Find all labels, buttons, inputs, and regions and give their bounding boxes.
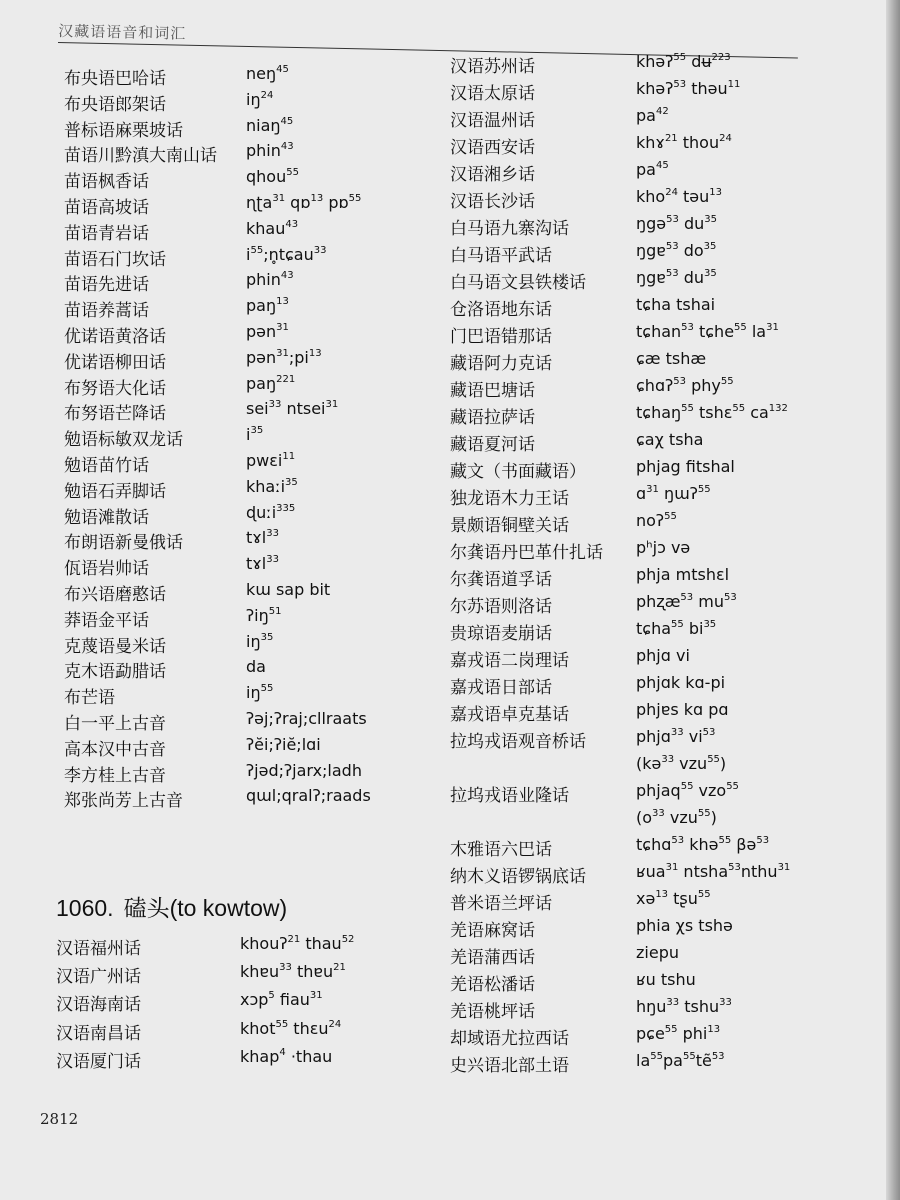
phonetic-form: paŋ$^{13}$ xyxy=(246,296,289,316)
entry-row xyxy=(450,619,870,645)
phonetic-form: hŋu$^{33}$ tshu$^{33}$ xyxy=(636,997,732,1016)
entry-row xyxy=(450,997,870,1023)
entry-row xyxy=(450,376,870,402)
entry-row xyxy=(450,673,870,699)
phonetic-form: khaːi$^{35}$ xyxy=(246,476,298,496)
entry-row xyxy=(64,580,434,606)
phonetic-form: khot$^{55}$ thɛu$^{24}$ xyxy=(240,1018,342,1038)
dialect-name: 布兴语磨憨话 xyxy=(64,585,166,605)
page-number: 2812 xyxy=(40,1110,79,1128)
entry-row xyxy=(64,245,434,271)
phonetic-form: xə$^{13}$ tʂu$^{55}$ xyxy=(636,889,711,908)
entry-row xyxy=(64,528,434,554)
phonetic-form: ʔiŋ$^{51}$ xyxy=(246,605,282,625)
entry-row xyxy=(56,990,436,1016)
phonetic-form: $i^{35}$ xyxy=(246,425,264,445)
dialect-name: 汉语湘乡话 xyxy=(450,165,535,185)
phonetic-form: pən$^{31}$ xyxy=(246,322,289,341)
entry-row xyxy=(64,503,434,529)
dialect-name: 苗语石门坎话 xyxy=(64,249,166,270)
section-number: 1060. xyxy=(56,895,114,921)
phonetic-form: $pa^{42}$ xyxy=(636,106,669,125)
entry-row xyxy=(450,862,870,888)
dialect-name: 嘉戎语日部话 xyxy=(450,678,552,698)
phonetic-form: phjɑk kɑ-pi xyxy=(636,673,726,692)
phonetic-form: ziepu xyxy=(636,943,679,962)
phonetic-form: kɯ sap bit xyxy=(246,580,331,599)
entry-row xyxy=(64,141,434,167)
entry-row xyxy=(450,1024,870,1050)
entry-row xyxy=(450,781,870,807)
entry-row xyxy=(450,808,870,834)
phonetic-form: ʁu tshu xyxy=(636,970,696,989)
phonetic-form: ɑ$^{31}$ ŋɯʔ$^{55}$ xyxy=(636,484,711,503)
phonetic-form: phjɑ vi xyxy=(636,646,690,665)
phonetic-form: ŋgɐ$^{53}$ $do^{35}$ xyxy=(636,241,717,260)
right-column xyxy=(450,52,870,1092)
dialect-name: 景颇语铜壁关话 xyxy=(450,516,569,536)
dialect-name: 布努语大化话 xyxy=(64,378,166,399)
dialect-name: 拉坞戎语观音桥话 xyxy=(450,732,586,752)
phonetic-form: $pən^{31};pi^{13}$ xyxy=(246,347,322,367)
phonetic-form: ʔĕi;ʔiĕ;lɑi xyxy=(246,734,321,754)
dialect-name: 苗语养蒿话 xyxy=(64,301,149,322)
phonetic-form: phjɐs kɑ pɑ xyxy=(636,700,729,719)
dialect-name: 汉语西安话 xyxy=(450,138,535,158)
entry-row xyxy=(450,241,870,267)
dialect-name: 莽语金平话 xyxy=(64,610,149,631)
phonetic-form: $iŋ^{24}$ xyxy=(246,89,274,109)
phonetic-form: khɤ$^{21}$ thou$^{24}$ xyxy=(636,133,732,152)
phonetic-form: (kə$^{33}$ vzu$^{55}$) xyxy=(636,754,727,773)
phonetic-form: $iŋ^{35}$ xyxy=(246,631,274,651)
phonetic-form: qhou$^{55}$ xyxy=(246,167,299,187)
dialect-name: 汉语温州话 xyxy=(450,111,535,131)
entry-row xyxy=(450,835,870,861)
entry-row xyxy=(450,565,870,591)
dialect-name: 郑张尚芳上古音 xyxy=(64,791,183,812)
phonetic-form: phja mtshɛl xyxy=(636,565,730,584)
entry-row xyxy=(450,754,870,780)
entry-row xyxy=(450,700,870,726)
running-head-title: 汉藏语语音和词汇 xyxy=(58,22,187,43)
phonetic-form: ŋgɐ$^{53}$ $du^{35}$ xyxy=(636,268,717,287)
entry-row xyxy=(450,484,870,510)
phonetic-form: noʔ$^{55}$ xyxy=(636,511,677,530)
dialect-name: 布朗语新曼俄话 xyxy=(64,533,183,554)
entry-row xyxy=(64,761,434,787)
dialect-name: 羌语蒲西话 xyxy=(450,948,535,968)
dialect-name: 藏语阿力克话 xyxy=(450,354,552,374)
dialect-name: 苗语高坡话 xyxy=(64,198,149,218)
dialect-name: 布央语巴哈话 xyxy=(64,69,166,89)
dialect-name: 汉语苏州话 xyxy=(450,57,535,77)
dialect-name: 藏语夏河话 xyxy=(450,435,535,455)
entry-row xyxy=(64,709,434,735)
dialect-name: 木雅语六巴话 xyxy=(450,840,552,860)
dialect-name: 佤语岩帅话 xyxy=(64,559,149,580)
dialect-name: 勉语标敏双龙话 xyxy=(64,430,183,451)
dialect-name: 勉语石弄脚话 xyxy=(64,481,166,502)
dialect-name: 仓洛语地东话 xyxy=(450,300,552,320)
entry-row xyxy=(64,554,434,580)
dialect-name: 汉语太原话 xyxy=(450,84,535,104)
entry-row xyxy=(64,193,434,219)
phonetic-form: ɕæ tshæ xyxy=(636,349,707,368)
entry-row xyxy=(64,348,434,374)
entry-row xyxy=(450,457,870,483)
phonetic-form: sei$^{33}$ ntsei$^{31}$ xyxy=(246,399,339,419)
phonetic-form: tɕhan$^{53}$ tɕhe$^{55}$ $la^{31}$ xyxy=(636,322,779,341)
dialect-name: 克木语勐腊话 xyxy=(64,662,166,683)
phonetic-form: ɖuːi$^{335}$ xyxy=(246,502,296,522)
entry-row xyxy=(450,214,870,240)
phonetic-form: paŋ$^{221}$ xyxy=(246,373,296,393)
phonetic-form: ɕhɑʔ$^{53}$ phy$^{55}$ xyxy=(636,376,734,395)
phonetic-form: pʰjɔ və xyxy=(636,538,691,557)
entry-row xyxy=(450,511,870,537)
entry-row xyxy=(64,219,434,245)
entry-row xyxy=(64,786,434,812)
phonetic-form: khɐu$^{33}$ thɐu$^{21}$ xyxy=(240,962,346,982)
entry-row xyxy=(450,430,870,456)
phonetic-form: kho$^{24}$ təu$^{13}$ xyxy=(636,187,723,206)
phonetic-form: tɕha tshai xyxy=(636,295,716,314)
phonetic-form: phjag fitshal xyxy=(636,457,735,476)
dialect-name: 却域语尤拉西话 xyxy=(450,1029,569,1049)
entry-row xyxy=(64,657,434,683)
section-title: 磕头(to kowtow) xyxy=(123,895,288,921)
dialect-name: 汉语南昌话 xyxy=(56,1023,141,1044)
phonetic-form: tɕha$^{55}$ $bi^{35}$ xyxy=(636,619,717,638)
entry-row xyxy=(450,160,870,186)
dialect-name: 汉语长沙话 xyxy=(450,192,535,212)
phonetic-form: niaŋ$^{45}$ xyxy=(246,115,294,135)
phonetic-form: ʁua$^{31}$ ntsha$^{53}$nthu$^{31}$ xyxy=(636,862,791,881)
entry-row xyxy=(450,268,870,294)
entry-row xyxy=(450,403,870,429)
dialect-name: 尔龚语丹巴革什扎话 xyxy=(450,543,603,563)
phonetic-form: $iŋ^{55}$ xyxy=(246,683,274,703)
dialect-name: 白一平上古音 xyxy=(64,714,166,734)
entry-row xyxy=(450,52,870,78)
dialect-name: 贵琼语麦崩话 xyxy=(450,624,552,644)
entry-row xyxy=(64,296,434,322)
dialect-name: 汉语福州话 xyxy=(56,939,141,959)
phonetic-form: tɤl$^{33}$ xyxy=(246,554,279,574)
phonetic-form: pɕe$^{55}$ phi$^{13}$ xyxy=(636,1024,721,1043)
phonetic-form: phia χs tshə xyxy=(636,916,733,935)
phonetic-form: pwɛi$^{11}$ xyxy=(246,451,296,470)
phonetic-form: khəʔ$^{53}$ thəu$^{11}$ xyxy=(636,79,741,98)
dialect-name: 优诺语柳田话 xyxy=(64,352,166,373)
entry-row xyxy=(450,592,870,618)
dialect-name: 李方桂上古音 xyxy=(64,765,166,786)
entry-row xyxy=(450,889,870,915)
entry-row xyxy=(64,116,434,142)
dialect-name: 普米语兰坪话 xyxy=(450,894,552,914)
dialect-name: 布努语芒降话 xyxy=(64,404,166,425)
entry-row xyxy=(450,727,870,753)
phonetic-form: phin$^{43}$ xyxy=(246,141,294,161)
phonetic-form: ɳʈa$^{31}$ qɒ$^{13}$ pɒ$^{55}$ xyxy=(246,193,362,212)
entry-row xyxy=(450,646,870,672)
entry-row xyxy=(64,477,434,503)
phonetic-form: phʐæ$^{53}$ $mu^{53}$ xyxy=(636,592,737,611)
entry-row xyxy=(64,632,434,658)
phonetic-form: tɤl$^{33}$ xyxy=(246,528,279,548)
entry-row xyxy=(450,322,870,348)
entry-row xyxy=(450,1051,870,1077)
entry-row xyxy=(64,451,434,477)
phonetic-form: $pa^{45}$ xyxy=(636,160,669,179)
phonetic-form: khap$^4$ ·thau xyxy=(240,1046,333,1066)
phonetic-form: tɕhɑ$^{53}$ khə$^{55}$ βə$^{53}$ xyxy=(636,835,770,854)
entry-row xyxy=(64,735,434,761)
dialect-name: 苗语青岩话 xyxy=(64,223,149,244)
entry-row xyxy=(450,538,870,564)
entry-row xyxy=(64,606,434,632)
entry-row xyxy=(450,970,870,996)
entry-row xyxy=(56,962,436,988)
entry-row xyxy=(64,90,434,116)
entry-row xyxy=(450,133,870,159)
dialect-name: 勉语苗竹话 xyxy=(64,456,149,476)
left-column-bottom xyxy=(56,934,436,1084)
dialect-name: 布芒语 xyxy=(64,688,115,709)
phonetic-form: ŋgə$^{53}$ $du^{35}$ xyxy=(636,214,717,233)
phonetic-form: $i^{55};n̥tɕau^{33}$ xyxy=(246,244,327,264)
dialect-name: 藏文（书面藏语） xyxy=(450,462,586,482)
entry-row xyxy=(64,374,434,400)
entry-row xyxy=(450,349,870,375)
dialect-name: 苗语先进话 xyxy=(64,275,149,296)
entry-row xyxy=(64,270,434,296)
phonetic-form: da xyxy=(246,657,266,677)
entry-row xyxy=(450,187,870,213)
entry-row xyxy=(450,295,870,321)
dialect-name: 羌语麻窝话 xyxy=(450,921,535,941)
phonetic-form: ʔjəd;ʔjarx;ladh xyxy=(246,760,362,780)
phonetic-form: phin$^{43}$ xyxy=(246,270,294,290)
phonetic-form: ɕaχ tsha xyxy=(636,430,704,449)
dialect-name: 白马语文县铁楼话 xyxy=(450,273,586,293)
dialect-name: 勉语滩散话 xyxy=(64,507,149,528)
phonetic-form: khau$^{43}$ xyxy=(246,218,299,238)
dialect-name: 优诺语黄洛话 xyxy=(64,327,166,347)
phonetic-form: $la^{55}pa^{55}tẽ^{53}$ xyxy=(636,1051,725,1070)
dialect-name: 汉语厦门话 xyxy=(56,1051,141,1072)
phonetic-form: ($o^{33}$ vzu$^{55}$) xyxy=(636,808,717,827)
dialect-name: 汉语海南话 xyxy=(56,995,141,1016)
dialect-name: 汉语广州话 xyxy=(56,967,141,988)
entry-row xyxy=(56,1019,436,1045)
entry-row xyxy=(450,916,870,942)
phonetic-form: phjɑ$^{33}$ $vi^{53}$ xyxy=(636,727,716,746)
entry-row xyxy=(450,943,870,969)
dialect-name: 苗语川黔滇大南山话 xyxy=(64,146,217,167)
dialect-name: 藏语拉萨话 xyxy=(450,408,535,428)
phonetic-form: tɕhaŋ$^{55}$ tshɛ$^{55}$ $ca^{132}$ xyxy=(636,403,788,422)
entry-row xyxy=(64,399,434,425)
entry-row xyxy=(64,425,434,451)
dialect-name: 独龙语木力王话 xyxy=(450,489,569,509)
dialect-name: 纳木义语锣锅底话 xyxy=(450,867,586,887)
entry-row xyxy=(450,106,870,132)
dialect-name: 白马语九寨沟话 xyxy=(450,219,569,239)
dialect-name: 高本汉中古音 xyxy=(64,739,166,760)
dialect-name: 尔龚语道孚话 xyxy=(450,570,552,590)
entry-row xyxy=(64,683,434,709)
phonetic-form: khouʔ$^{21}$ thau$^{52}$ xyxy=(240,934,355,953)
entry-row xyxy=(56,1047,436,1073)
dialect-name: 拉坞戎语业隆话 xyxy=(450,786,569,806)
phonetic-form: phjaq$^{55}$ vzo$^{55}$ xyxy=(636,781,739,800)
dialect-name: 普标语麻栗坡话 xyxy=(64,120,183,141)
section-heading xyxy=(56,890,287,923)
dialect-name: 羌语松潘话 xyxy=(450,975,535,995)
dialect-name: 尔苏语则洛话 xyxy=(450,597,552,617)
dialect-name: 嘉戎语卓克基话 xyxy=(450,705,569,725)
entry-row xyxy=(56,934,436,960)
entry-row xyxy=(64,64,434,90)
entry-row xyxy=(64,322,434,348)
dialect-name: 苗语枫香话 xyxy=(64,172,149,193)
phonetic-form: neŋ$^{45}$ xyxy=(246,64,289,83)
phonetic-form: xɔp$^5$ fiau$^{31}$ xyxy=(240,990,323,1010)
phonetic-form: qɯl;qralʔ;raads xyxy=(246,786,371,806)
dialect-name: 羌语桃坪话 xyxy=(450,1002,535,1022)
page-edge xyxy=(886,0,900,1200)
entry-row xyxy=(64,167,434,193)
phonetic-form: khəʔ$^{55}$ dʉ$^{223}$ xyxy=(636,52,731,71)
dialect-name: 嘉戎语二岗理话 xyxy=(450,651,569,671)
dialect-name: 布央语郎架话 xyxy=(64,94,166,115)
entry-row xyxy=(450,79,870,105)
left-column-top xyxy=(64,64,434,844)
phonetic-form: ʔəj;ʔraj;cllraats xyxy=(246,709,367,728)
dialect-name: 藏语巴塘话 xyxy=(450,381,535,401)
dialect-name: 克蔑语曼米话 xyxy=(64,636,166,657)
dialect-name: 史兴语北部土语 xyxy=(450,1056,569,1076)
dialect-name: 门巴语错那话 xyxy=(450,327,552,347)
dialect-name: 白马语平武话 xyxy=(450,246,552,266)
